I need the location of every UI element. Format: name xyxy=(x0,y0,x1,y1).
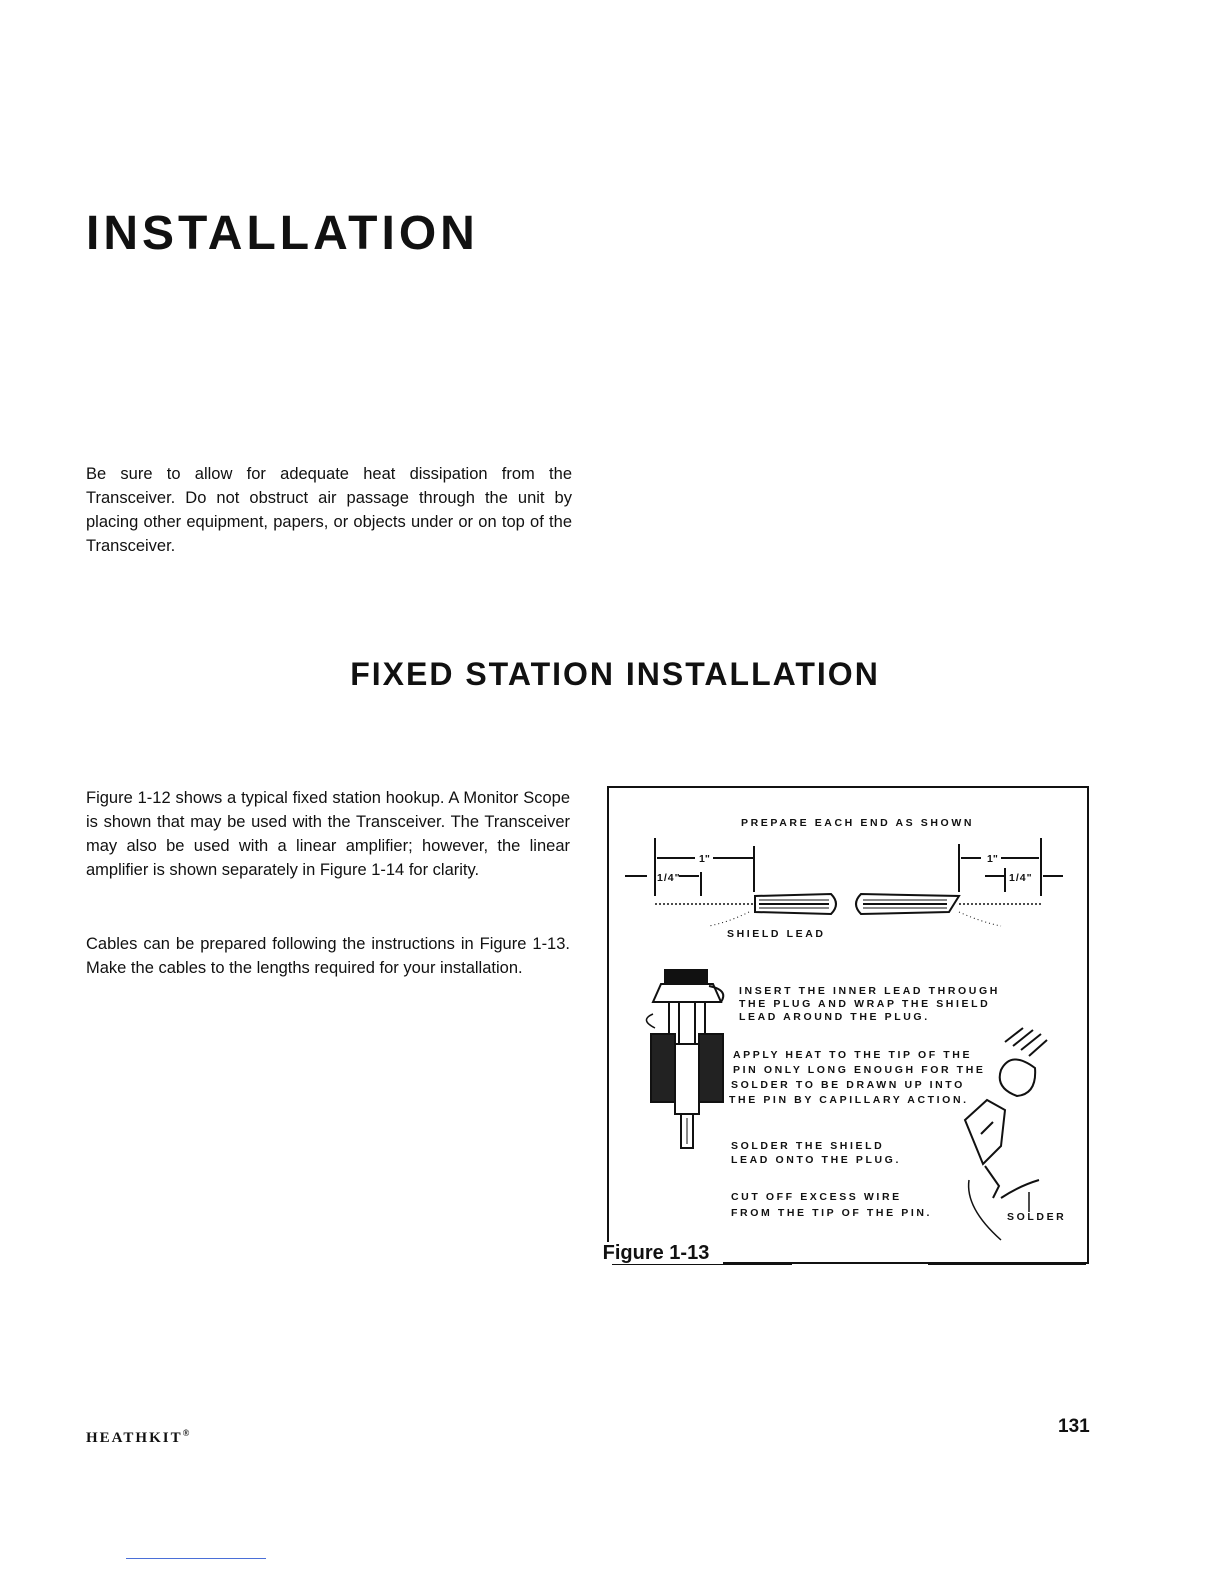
svg-text:LEAD AROUND THE PLUG.: LEAD AROUND THE PLUG. xyxy=(739,1011,930,1023)
svg-text:LEAD ONTO THE PLUG.: LEAD ONTO THE PLUG. xyxy=(731,1154,901,1166)
svg-text:FROM THE TIP OF THE PIN.: FROM THE TIP OF THE PIN. xyxy=(731,1207,933,1219)
cable-prep-diagram xyxy=(609,788,1091,1266)
prepare-label: PREPARE EACH END AS SHOWN xyxy=(741,817,975,829)
intro-paragraph: Be sure to allow for adequate heat dissipation from the Transceiver. Do not obstruct air passage through the unit by placing other equipment, papers, or objects under or on top of the Transceiver. xyxy=(86,465,572,555)
right-inch-label: 1" xyxy=(987,853,998,865)
left-quarter-label: 1/4" xyxy=(657,872,681,884)
left-inch-label: 1" xyxy=(699,853,710,865)
svg-text:APPLY HEAT TO THE TIP OF THE: APPLY HEAT TO THE TIP OF THE xyxy=(733,1049,973,1061)
svg-text:SOLDER TO BE DRAWN UP INTO: SOLDER TO BE DRAWN UP INTO xyxy=(731,1079,965,1091)
plug-drawing xyxy=(646,970,723,1148)
svg-text:INSERT THE INNER LEAD THROUGH: INSERT THE INNER LEAD THROUGH xyxy=(739,985,1000,997)
cables-paragraph: Cables can be prepared following the instructions in Figure 1-13. Make the cables to the lengths required for your installation. xyxy=(86,935,570,977)
svg-text:CUT OFF EXCESS WIRE: CUT OFF EXCESS WIRE xyxy=(731,1191,902,1203)
svg-text:THE PLUG AND WRAP THE SHIELD: THE PLUG AND WRAP THE SHIELD xyxy=(739,998,991,1010)
shield-lead-label: SHIELD LEAD xyxy=(727,928,826,940)
step-cut-wire xyxy=(731,1191,932,1219)
page-number: 131 xyxy=(1058,1416,1090,1437)
svg-text:THE PIN BY CAPILLARY ACTION.: THE PIN BY CAPILLARY ACTION. xyxy=(729,1094,969,1106)
figure-caption: Figure 1-13 xyxy=(0,1242,1224,1265)
left-dimension xyxy=(625,838,754,896)
coax-cable-drawing xyxy=(655,894,1041,926)
section-title: FIXED STATION INSTALLATION xyxy=(350,656,880,692)
soldering-iron-drawing xyxy=(965,1028,1047,1240)
page-title: INSTALLATION xyxy=(86,207,479,260)
svg-text:SOLDER THE SHIELD: SOLDER THE SHIELD xyxy=(731,1140,885,1152)
step-heat xyxy=(729,1049,985,1106)
hookup-paragraph: Figure 1-12 shows a typical fixed station hookup. A Monitor Scope is shown that may be used with the Transceiver. The Transceiver may also be used with a linear amplifier; however, the linear amplifier is shown separately in Figure 1-14 for clarity. xyxy=(86,789,570,879)
step-solder-shield xyxy=(731,1140,901,1166)
step-insert xyxy=(739,985,1000,1023)
brand-logo: HEATHKIT® xyxy=(86,1428,192,1446)
solder-label: SOLDER xyxy=(1007,1211,1067,1223)
underline-mark xyxy=(126,1558,266,1559)
figure-1-13 xyxy=(607,786,1089,1264)
right-quarter-label: 1/4" xyxy=(1009,872,1033,884)
right-dimension xyxy=(959,838,1063,896)
svg-text:PIN ONLY LONG ENOUGH FOR THE: PIN ONLY LONG ENOUGH FOR THE xyxy=(733,1064,986,1076)
